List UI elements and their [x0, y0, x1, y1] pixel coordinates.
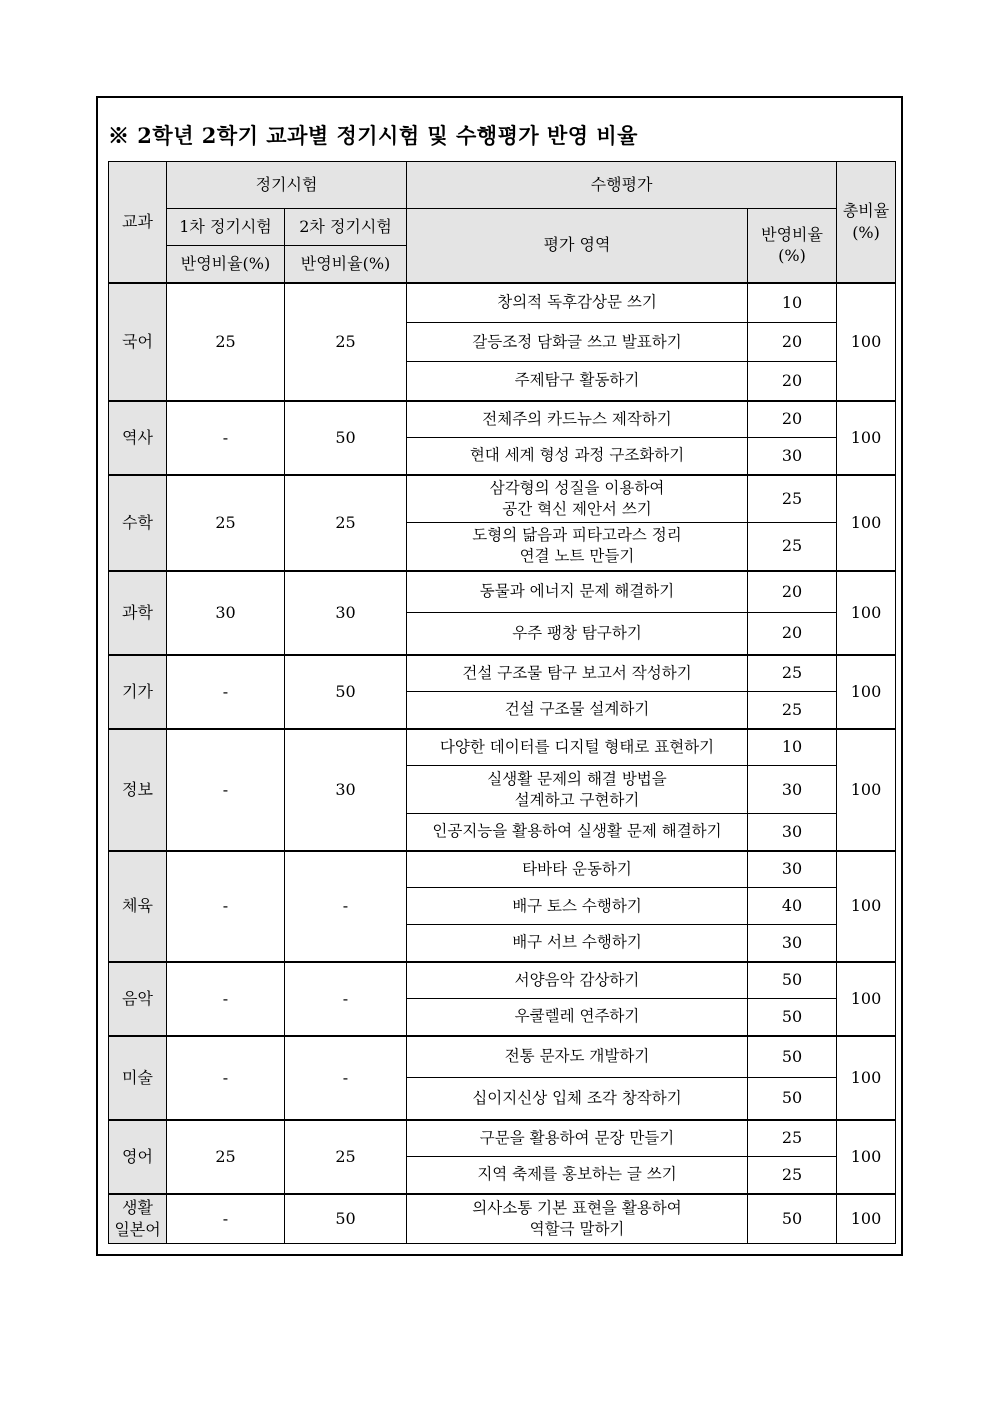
assessment-area — [407, 925, 748, 962]
exam1-ratio: - — [167, 1194, 285, 1244]
performance-ratio: 20 — [748, 401, 837, 438]
assessment-area — [407, 475, 748, 523]
assessment-area-line: 공간 혁신 제안서 쓰기 — [502, 499, 652, 518]
table-row — [109, 851, 896, 888]
assessment-area-line: 우쿨렐레 연주하기 — [514, 1007, 640, 1026]
assessment-area — [407, 729, 748, 766]
assessment-area — [407, 851, 748, 888]
assessment-area — [407, 1157, 748, 1194]
exam2-ratio: 30 — [285, 729, 407, 851]
subject-name: 과학 — [109, 571, 167, 655]
assessment-area-line: 전통 문자도 개발하기 — [504, 1047, 650, 1066]
table-row — [109, 1194, 896, 1244]
header-ratio-line2: (%) — [778, 246, 806, 266]
exam1-ratio: - — [167, 1036, 285, 1120]
assessment-area — [407, 766, 748, 814]
performance-ratio: 50 — [748, 1036, 837, 1078]
exam2-ratio: 50 — [285, 1194, 407, 1244]
exam2-ratio: - — [285, 962, 407, 1036]
assessment-area — [407, 692, 748, 729]
header-exam2: 2차 정기시험 — [285, 209, 407, 246]
total-ratio: 100 — [837, 401, 896, 475]
performance-ratio: 50 — [748, 1078, 837, 1120]
performance-ratio: 25 — [748, 523, 837, 571]
exam2-ratio: - — [285, 1036, 407, 1120]
assessment-area — [407, 814, 748, 851]
header-exam1-ratio: 반영비율(%) — [167, 246, 285, 283]
total-ratio: 100 — [837, 655, 896, 729]
exam2-ratio: 25 — [285, 1120, 407, 1194]
assessment-area — [407, 362, 748, 401]
assessment-area-line: 설계하고 구현하기 — [514, 790, 640, 809]
assessment-area-line: 전체주의 카드뉴스 제작하기 — [482, 409, 672, 428]
exam1-ratio: - — [167, 851, 285, 962]
exam2-ratio: 25 — [285, 475, 407, 571]
assessment-area — [407, 655, 748, 692]
total-ratio: 100 — [837, 571, 896, 655]
header-exam1: 1차 정기시험 — [167, 209, 285, 246]
assessment-area-line: 실생활 문제의 해결 방법을 — [487, 769, 667, 788]
assessment-area-line: 배구 서브 수행하기 — [512, 933, 642, 952]
subject-name: 국어 — [109, 283, 167, 401]
performance-ratio: 30 — [748, 814, 837, 851]
exam1-ratio: - — [167, 729, 285, 851]
assessment-area — [407, 613, 748, 655]
exam2-ratio: 30 — [285, 571, 407, 655]
assessment-area-line: 건설 구조물 탐구 보고서 작성하기 — [462, 663, 692, 682]
performance-ratio: 25 — [748, 692, 837, 729]
performance-ratio: 25 — [748, 1120, 837, 1157]
assessment-area-line: 건설 구조물 설계하기 — [504, 700, 650, 719]
performance-ratio: 50 — [748, 1194, 837, 1244]
performance-ratio: 20 — [748, 571, 837, 613]
exam1-ratio: - — [167, 962, 285, 1036]
subject-name: 수학 — [109, 475, 167, 571]
subject-name: 영어 — [109, 1120, 167, 1194]
header-ratio-line1: 반영비율 — [761, 224, 823, 244]
exam2-ratio: 50 — [285, 401, 407, 475]
assessment-area-line: 동물과 에너지 문제 해결하기 — [479, 582, 675, 601]
assessment-area — [407, 438, 748, 475]
assessment-area — [407, 1036, 748, 1078]
table-row — [109, 729, 896, 766]
header-regular-exam: 정기시험 — [167, 162, 407, 209]
performance-ratio: 30 — [748, 438, 837, 475]
assessment-area-line: 다양한 데이터를 디지털 형태로 표현하기 — [439, 737, 715, 756]
assessment-area-line: 우주 팽창 탐구하기 — [512, 623, 642, 642]
assessment-area-line: 주제탐구 활동하기 — [514, 371, 640, 390]
total-ratio: 100 — [837, 1036, 896, 1120]
performance-ratio: 25 — [748, 1157, 837, 1194]
ratio-table — [108, 161, 896, 1244]
performance-ratio: 20 — [748, 613, 837, 655]
total-ratio: 100 — [837, 851, 896, 962]
exam1-ratio: - — [167, 401, 285, 475]
performance-ratio: 10 — [748, 283, 837, 323]
subject-name: 역사 — [109, 401, 167, 475]
exam2-ratio: 50 — [285, 655, 407, 729]
performance-ratio: 50 — [748, 962, 837, 999]
performance-ratio: 30 — [748, 925, 837, 962]
assessment-area — [407, 523, 748, 571]
header-area: 평가 영역 — [407, 209, 748, 283]
assessment-area-line: 도형의 닮음과 피타고라스 정리 — [472, 526, 682, 545]
assessment-area — [407, 888, 748, 925]
exam1-ratio: 30 — [167, 571, 285, 655]
assessment-area-line: 연결 노트 만들기 — [519, 547, 635, 566]
table-row — [109, 401, 896, 438]
header-total-line2: (%) — [852, 222, 880, 242]
assessment-area — [407, 1194, 748, 1244]
subject-name: 정보 — [109, 729, 167, 851]
table-row — [109, 475, 896, 523]
table-row — [109, 283, 896, 323]
header-performance: 수행평가 — [407, 162, 837, 209]
assessment-area — [407, 962, 748, 999]
performance-ratio: 10 — [748, 729, 837, 766]
performance-ratio: 40 — [748, 888, 837, 925]
header-exam2-ratio: 반영비율(%) — [285, 246, 407, 283]
performance-ratio: 30 — [748, 851, 837, 888]
performance-ratio: 20 — [748, 362, 837, 401]
table-row — [109, 571, 896, 613]
exam1-ratio: 25 — [167, 475, 285, 571]
total-ratio: 100 — [837, 283, 896, 401]
total-ratio: 100 — [837, 1120, 896, 1194]
assessment-area-line: 지역 축제를 홍보하는 글 쓰기 — [477, 1165, 677, 1184]
total-ratio: 100 — [837, 475, 896, 571]
assessment-area-line: 타바타 운동하기 — [522, 859, 632, 878]
page-title: ※ 2학년 2학기 교과별 정기시험 및 수행평가 반영 비율 — [108, 123, 638, 148]
assessment-area — [407, 283, 748, 323]
header-subject: 교과 — [109, 162, 167, 283]
performance-ratio: 50 — [748, 999, 837, 1036]
performance-ratio: 25 — [748, 655, 837, 692]
assessment-area — [407, 1120, 748, 1157]
subject-name: 미술 — [109, 1036, 167, 1120]
assessment-area-line: 인공지능을 활용하여 실생활 문제 해결하기 — [432, 822, 722, 841]
assessment-area — [407, 999, 748, 1036]
assessment-area — [407, 571, 748, 613]
table-row — [109, 1036, 896, 1078]
subject-name: 생활 일본어 — [109, 1194, 167, 1244]
assessment-area-line: 갈등조정 담화글 쓰고 발표하기 — [472, 332, 682, 351]
assessment-area-line: 구문을 활용하여 문장 만들기 — [479, 1128, 675, 1147]
total-ratio: 100 — [837, 962, 896, 1036]
subject-name: 음악 — [109, 962, 167, 1036]
table-row — [109, 1120, 896, 1157]
header-total-line1: 총비율 — [842, 201, 890, 221]
table-row — [109, 962, 896, 999]
total-ratio: 100 — [837, 1194, 896, 1244]
assessment-area-line: 의사소통 기본 표현을 활용하여 — [472, 1198, 682, 1217]
assessment-area-line: 역할극 말하기 — [529, 1219, 625, 1238]
exam1-ratio: 25 — [167, 1120, 285, 1194]
assessment-area-line: 삼각형의 성질을 이용하여 — [489, 478, 665, 497]
assessment-area-line: 창의적 독후감상문 쓰기 — [497, 293, 657, 312]
exam1-ratio: - — [167, 655, 285, 729]
exam2-ratio: 25 — [285, 283, 407, 401]
subject-name: 기가 — [109, 655, 167, 729]
header-total — [837, 162, 896, 283]
assessment-area — [407, 323, 748, 362]
assessment-area — [407, 401, 748, 438]
performance-ratio: 30 — [748, 766, 837, 814]
performance-ratio: 25 — [748, 475, 837, 523]
assessment-area — [407, 1078, 748, 1120]
header-ratio — [748, 209, 837, 283]
table-row — [109, 655, 896, 692]
performance-ratio: 20 — [748, 323, 837, 362]
assessment-area-line: 현대 세계 형성 과정 구조화하기 — [469, 446, 685, 465]
assessment-area-line: 배구 토스 수행하기 — [512, 896, 642, 915]
subject-name: 체육 — [109, 851, 167, 962]
assessment-area-line: 십이지신상 입체 조각 창작하기 — [472, 1088, 682, 1107]
exam1-ratio: 25 — [167, 283, 285, 401]
total-ratio: 100 — [837, 729, 896, 851]
assessment-area-line: 서양음악 감상하기 — [514, 970, 640, 989]
exam2-ratio: - — [285, 851, 407, 962]
